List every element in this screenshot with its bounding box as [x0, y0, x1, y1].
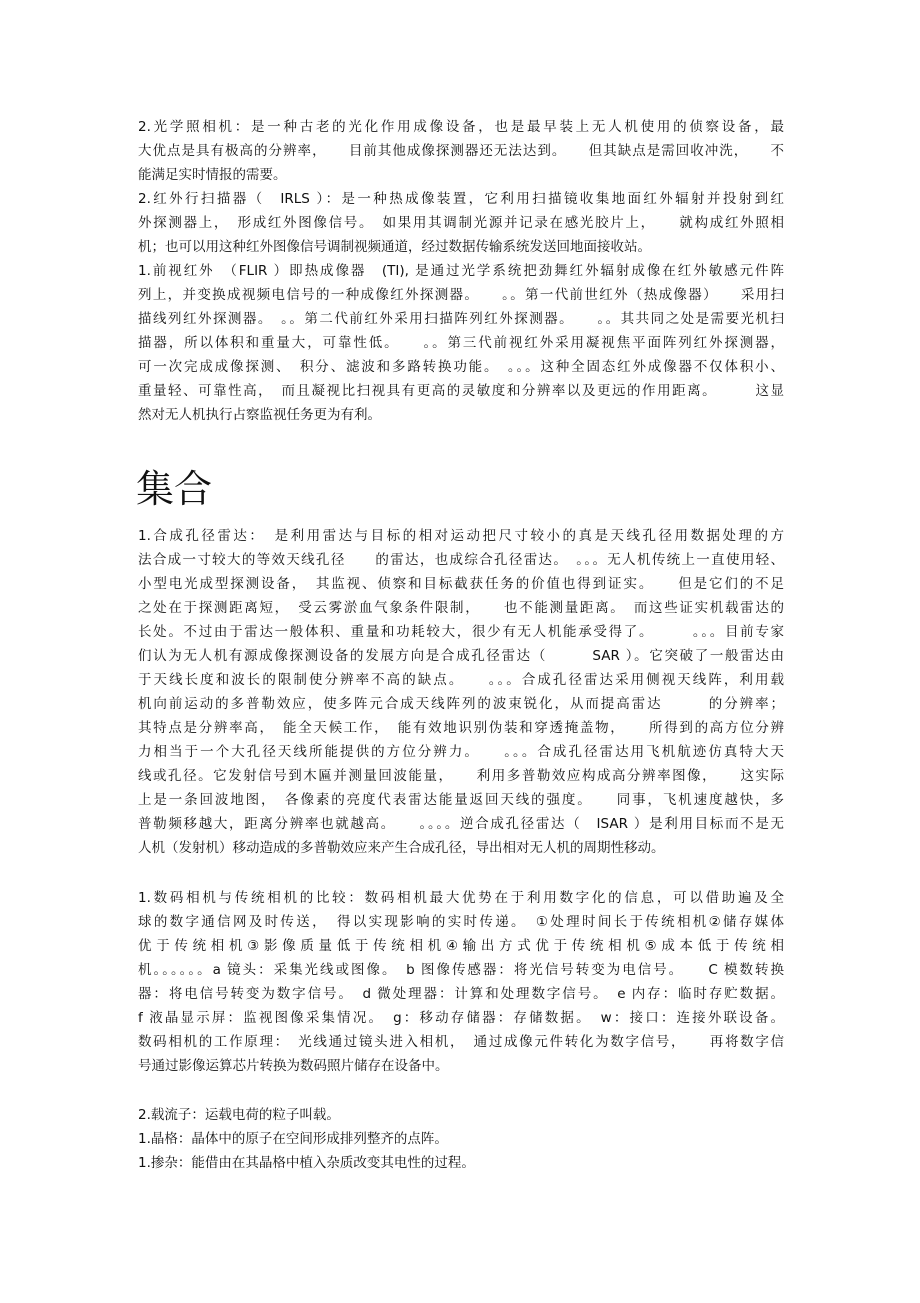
text-line: 数码相机的工作原理： 光线通过镜头进入相机， 通过成像元件转化为数字信号， 再将数字信	[138, 1034, 784, 1050]
paragraph-infrared-line-scanner	[138, 187, 784, 259]
text-line: 机。。。。。。a 镜头：采集光线或图像。 b 图像传感器：将光信号转变为电信号。 C 模数转换	[138, 962, 784, 978]
paragraph-digital-camera	[138, 886, 784, 1078]
text-line: 可一次完成成像探测、 积分、滤波和多路转换功能。 。。。这种全固态红外成像器不仅体积小、	[138, 359, 784, 375]
text-line: 之处在于探测距离短， 受云雾淤血气象条件限制， 也不能测量距离。 而这些证实机载雷达的	[138, 600, 784, 616]
text-line: 号通过影像运算芯片转换为数码照片储存在设备中。	[138, 1058, 449, 1074]
text-line: 2.光学照相机：是一种古老的光化作用成像设备，也是最早装上无人机使用的侦察设备，最	[138, 119, 784, 135]
section-heading: 集合	[136, 467, 213, 511]
text-line: 1.晶格：晶体中的原子在空间形成排列整齐的点阵。	[138, 1131, 448, 1147]
text-line: 器：将电信号转变为数字信号。 d 微处理器：计算和处理数字信号。 e 内存：临时存贮数据。	[138, 986, 784, 1002]
text-line: 列上，并变换成视频电信号的一种成像红外探测器。 。。第一代前世红外（热成像器） 采用扫	[138, 287, 784, 303]
text-line: 重量轻、可靠性高， 而且凝视比扫视具有更高的灵敏度和分辨率以及更远的作用距离。 这显	[138, 383, 784, 399]
text-line: 描器，所以体积和重量大，可靠性低。 。。第三代前视红外采用凝视焦平面阵列红外探测器，	[138, 335, 784, 351]
text-line: 于天线长度和波长的限制使分辨率不高的缺点。 。。。合成孔径雷达采用侧视天线阵，利用载	[138, 672, 784, 688]
paragraph-synthetic-aperture-radar	[138, 524, 784, 860]
text-line: 外探测器上， 形成红外图像信号。 如果用其调制光源并记录在感光胶片上， 就构成红外照相	[138, 215, 784, 231]
text-line: 大优点是具有极高的分辨率， 目前其他成像探测器还无法达到。 但其缺点是需回收冲洗， 不	[138, 143, 784, 159]
text-line: 2.载流子：运载电荷的粒子叫载。	[138, 1107, 340, 1123]
text-line: 1.合成孔径雷达： 是利用雷达与目标的相对运动把尺寸较小的真是天线孔径用数据处理的方	[138, 528, 784, 544]
text-line: 球的数字通信网及时传送， 得以实现影响的实时传递。 ①处理时间长于传统相机②储存媒体	[138, 914, 784, 930]
text-line: 描线列红外探测器。 。。第二代前红外采用扫描阵列红外探测器。 。。其共同之处是需要光机扫	[138, 311, 784, 327]
paragraph-definitions	[138, 1103, 784, 1175]
text-line: f 液晶显示屏：监视图像采集情况。 g：移动存储器：存储数据。 w：接口：连接外联设备。	[138, 1010, 784, 1026]
text-line: 们认为无人机有源成像探测设备的发展方向是合成孔径雷达（ SAR ）。它突破了一般雷达由	[138, 648, 784, 664]
text-line: 长处。不过由于雷达一般体积、重量和功耗较大，很少有无人机能承受得了。 。。。目前专家	[138, 624, 784, 640]
text-line: 上是一条回波地图， 各像素的亮度代表雷达能量返回天线的强度。 同事，飞机速度越快，多	[138, 792, 784, 808]
paragraph-forward-looking-infrared	[138, 259, 784, 427]
text-line: 1.数码相机与传统相机的比较：数码相机最大优势在于利用数字化的信息，可以借助遍及全	[138, 890, 784, 906]
paragraph-optical-camera	[138, 115, 784, 187]
text-line: 普勒频移越大，距离分辨率也就越高。 。。。。逆合成孔径雷达（ ISAR ）是利用目标而不是无	[138, 816, 784, 832]
text-line: 人机（发射机）移动造成的多普勒效应来产生合成孔径，导出相对无人机的周期性移动。	[138, 840, 665, 856]
text-line: 力相当于一个大孔径天线所能提供的方位分辨力。 。。。合成孔径雷达用飞机航迹仿真特大天	[138, 744, 784, 760]
text-line: 小型电光成型探测设备， 其监视、侦察和目标截获任务的价值也得到证实。 但是它们的不足	[138, 576, 784, 592]
text-line: 优于传统相机③影像质量低于传统相机④输出方式优于传统相机⑤成本低于传统相	[138, 938, 784, 954]
text-line: 线或孔径。它发射信号到木匾并测量回波能量， 利用多普勒效应构成高分辨率图像， 这实际	[138, 768, 784, 784]
text-line: 2.红外行扫描器（ IRLS ）：是一种热成像装置，它利用扫描镜收集地面红外辐射并投射到红	[138, 191, 784, 207]
text-line: 法合成一寸较大的等效天线孔径 的雷达，也成综合孔径雷达。 。。。无人机传统上一直使用轻、	[138, 552, 784, 568]
text-line: 1.掺杂：能借由在其晶格中植入杂质改变其电性的过程。	[138, 1155, 475, 1171]
text-line: 机；也可以用这种红外图像信号调制视频通道，经过数据传输系统发送回地面接收站。	[138, 239, 651, 255]
text-line: 其特点是分辨率高， 能全天候工作， 能有效地识别伪装和穿透掩盖物， 所得到的高方位分辨	[138, 720, 784, 736]
text-line: 能满足实时情报的需要。	[138, 167, 287, 183]
text-line: 然对无人机执行占察监视任务更为有利。	[138, 407, 381, 423]
text-line: 机向前运动的多普勒效应，使多阵元合成天线阵列的波束锐化，从而提高雷达 的分辨率；	[138, 696, 784, 712]
text-line: 1.前视红外 （FLIR ）即热成像器 (TI), 是通过光学系统把劲舞红外辐射成像在红外敏感元件阵	[138, 263, 784, 279]
